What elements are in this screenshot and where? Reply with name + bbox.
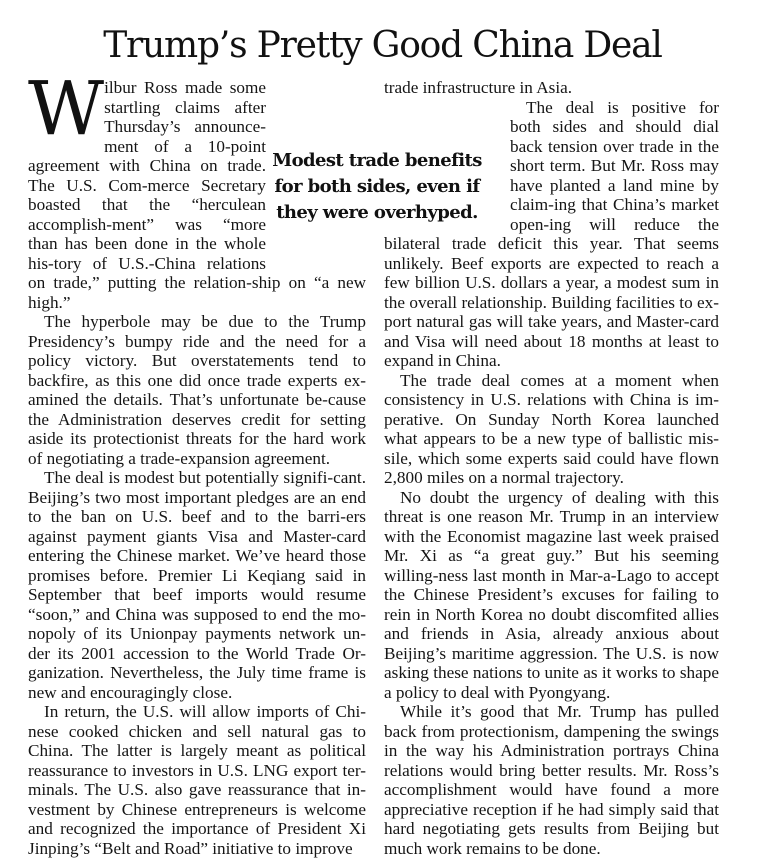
drop-cap: W <box>28 66 99 152</box>
paragraph-8: No doubt the urgency of dealing with this threat is one reason Mr. Trump in an interview with the Economist magazine last week praised Mr. Xi as “a great guy.” But his seeming willing-ness last month in Mar-a-Lago to accept the Chinese President’s excuses for failing to rein in North Korea no doubt discomfited allies and friends in Asia, already anxious about Beijing’s maritime aggression. The U.S. is now asking these nations to unite as it works to shape a policy to deal with Pyongyang. <box>384 487 719 702</box>
pull-quote: Modest trade benefits for both sides, even if they were overhyped. <box>272 150 482 223</box>
paragraph-4: In return, the U.S. will allow imports of Chi-nese cooked chicken and sell natural gas to China. The latter is largely meant as political reassurance to investors in U.S. LNG export ter-minals. The U.S. also gave reassurance that in-vestment by Chinese entrepreneurs is welcome and recognized the importance of President Xi Jinping’s “Belt and Road” initiative to improve <box>28 702 366 858</box>
paragraph-7: The trade deal comes at a moment when consistency in U.S. relations with China is im-perative. On Sunday North Korea launched what appears to be a new type of ballistic mis-sile, which some experts said could have flown 2,800 miles on a normal trajectory. <box>384 370 719 487</box>
paragraph-5: trade infrastructure in Asia. <box>384 78 573 97</box>
paragraph-1-text: ilbur Ross made some startling claims after Thursday’s announce-ment of a 10-point agreement with China on trade. The U.S. Com-merce Secretary boasted that the “herculean accomplish-ment” was “more than has been done in the whole his-tory of U.S.-China relations on trade,” putting the relation-ship on “a new high.” <box>28 78 366 312</box>
paragraph-9: While it’s good that Mr. Trump has pulled back from protectionism, dampening the swings in the way his Administration portrays China relations would bring better results. Mr. Ross’s accomplishment would have found a more appreciative reception if he had simply said that hard negotiating gets results from Beijing but much work remains to be done. <box>384 702 719 858</box>
paragraph-6: The deal is positive for both sides and should dial back tension over trade in the short term. But Mr. Ross may have planted a land mine by claim-ing that China’s market open-ing will reduce the bilateral trade deficit this year. That seems unlikely. Beef exports are expected to reach a few billion U.S. dollars a year, a modest sum in the overall relationship. Building facilities to ex-port natural gas will take years, and Master-card and Visa will need about 18 months at least to expand in China. <box>384 97 719 370</box>
headline: Trump’s Pretty Good China Deal <box>103 25 662 66</box>
paragraph-3: The deal is modest but potentially signifi-cant. Beijing’s two most important pledges are an end to the ban on U.S. beef and to the barri-ers against payment giants Visa and Master-card entering the Chinese market. We’ve heard those promises before. Premier Li Keqiang said in September that beef imports would resume “soon,” and China was supposed to end the mo-nopoly of its Unionpay payments network un-der its 2001 accession to the World Trade Or-ganization. Nevertheless, the July time frame is new and encouragingly close. <box>28 468 366 702</box>
paragraph-2: The hyperbole may be due to the Trump Presidency’s bumpy ride and the need for a policy victory. But overstatements tend to backfire, as this one did once trade experts ex-amined the details. That’s unfortunate be-cause the Administration deserves credit for setting aside its protectionist threats for the hard work of negotiating a trade-expansion agreement. <box>28 312 366 468</box>
